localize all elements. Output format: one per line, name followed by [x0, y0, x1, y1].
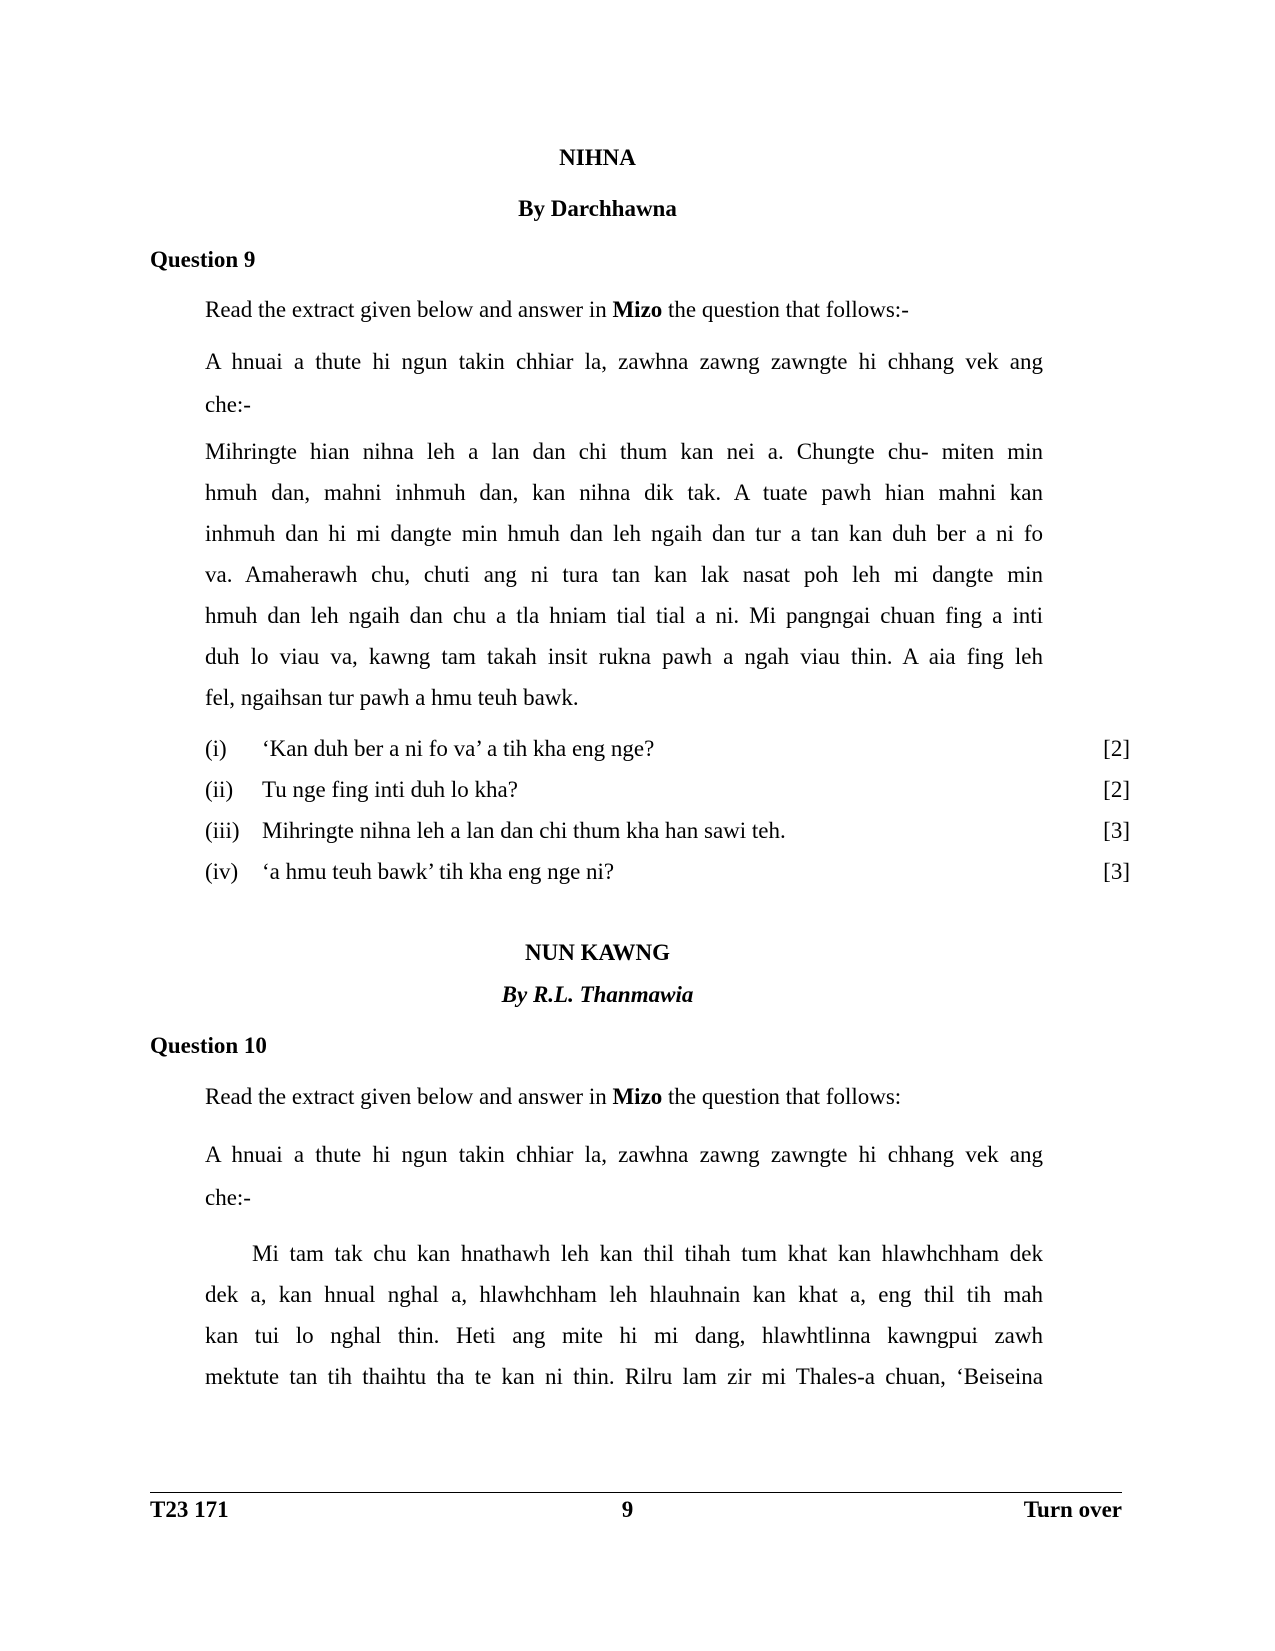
subquestion-marks: [3] [1103, 818, 1130, 843]
footer-divider [150, 1492, 1122, 1493]
extract-line: mektute tan tih thaihtu tha te kan ni thin. Rilru lam zir mi Thales-a chuan, ‘Beiseina [205, 1364, 1043, 1389]
subquestion-marks: [2] [1103, 777, 1130, 802]
subquestion-number: (i) [205, 736, 227, 761]
extract-line: kan tui lo nghal thin. Heti ang mite hi mi dang, hlawhtlinna kawngpui zawh [205, 1323, 1043, 1348]
subquestion-9-iii [205, 818, 1130, 848]
question-9-instruction [205, 297, 909, 323]
instruction-pre: Read the extract given below and answer in [205, 1084, 613, 1109]
subquestion-number: (iii) [205, 818, 240, 843]
subquestion-marks: [3] [1103, 859, 1130, 884]
instruction-pre: Read the extract given below and answer in [205, 297, 613, 322]
directive-line: A hnuai a thute hi ngun takin chhiar la, zawhna zawng zawngte hi chhang vek ang [205, 1142, 1043, 1167]
subquestion-number: (iv) [205, 859, 239, 884]
footer-paper-code: T23 171 [150, 1497, 229, 1522]
subquestion-text: Mihringte nihna leh a lan dan chi thum kha han sawi teh. [262, 818, 786, 843]
question-9-label: Question 9 [150, 247, 256, 272]
instruction-language: Mizo [612, 1084, 663, 1109]
extract-line: hmuh dan, mahni inhmuh dan, kan nihna dik tak. A tuate pawh hian mahni kan [205, 480, 1043, 505]
instruction-post: the question that follows:- [662, 297, 909, 322]
question-9-extract [205, 431, 1043, 718]
extract-line: dek a, kan hnual nghal a, hlawhchham leh hlauhnain kan khat a, eng thil tih mah [205, 1282, 1043, 1307]
extract-line: fel, ngaihsan tur pawh a hmu teuh bawk. [205, 685, 579, 710]
subquestion-9-iv [205, 859, 1130, 889]
subquestion-9-ii [205, 777, 1130, 807]
extract-line: inhmuh dan hi mi dangte min hmuh dan leh ngaih dan tur a tan kan duh ber a ni fo [205, 521, 1043, 546]
extract-line: va. Amaherawh chu, chuti ang ni tura tan kan lak nasat poh leh mi dangte min [205, 562, 1043, 587]
extract-line: hmuh dan leh ngaih dan chu a tla hniam tial tial a ni. Mi pangngai chuan fing a inti [205, 603, 1043, 628]
instruction-language: Mizo [612, 297, 663, 322]
question-10-instruction [205, 1084, 901, 1110]
subquestion-number: (ii) [205, 777, 234, 802]
directive-line: A hnuai a thute hi ngun takin chhiar la, zawhna zawng zawngte hi chhang vek ang [205, 349, 1043, 374]
extract-line: Mi tam tak chu kan hnathawh leh kan thil tihah tum khat kan hlawhchham dek [252, 1241, 1043, 1266]
subquestion-marks: [2] [1103, 736, 1130, 761]
footer-turn-over: Turn over [1023, 1497, 1122, 1522]
footer-page-number: 9 [621, 1497, 634, 1522]
subquestion-text: ‘Kan duh ber a ni fo va’ a tih kha eng nge? [262, 736, 655, 761]
section-author-nun-kawng: By R.L. Thanmawia [501, 982, 694, 1007]
directive-line: che:- [205, 392, 251, 417]
section-author-nihna: By Darchhawna [518, 196, 677, 221]
section-title-nun-kawng: NUN KAWNG [524, 940, 671, 965]
instruction-post: the question that follows: [662, 1084, 902, 1109]
question-10-label: Question 10 [150, 1033, 267, 1058]
question-10-extract [205, 1233, 1043, 1397]
subquestion-text: ‘a hmu teuh bawk’ tih kha eng nge ni? [262, 859, 615, 884]
question-10-directive [205, 1133, 1043, 1219]
question-9-directive [205, 340, 1043, 426]
subquestion-text: Tu nge fing inti duh lo kha? [262, 777, 518, 802]
extract-line: Mihringte hian nihna leh a lan dan chi thum kan nei a. Chungte chu- miten min [205, 439, 1043, 464]
subquestion-9-i [205, 736, 1130, 766]
section-title-nihna: NIHNA [559, 145, 636, 170]
directive-line: che:- [205, 1185, 251, 1210]
extract-line: duh lo viau va, kawng tam takah insit rukna pawh a ngah viau thin. A aia fing leh [205, 644, 1043, 669]
